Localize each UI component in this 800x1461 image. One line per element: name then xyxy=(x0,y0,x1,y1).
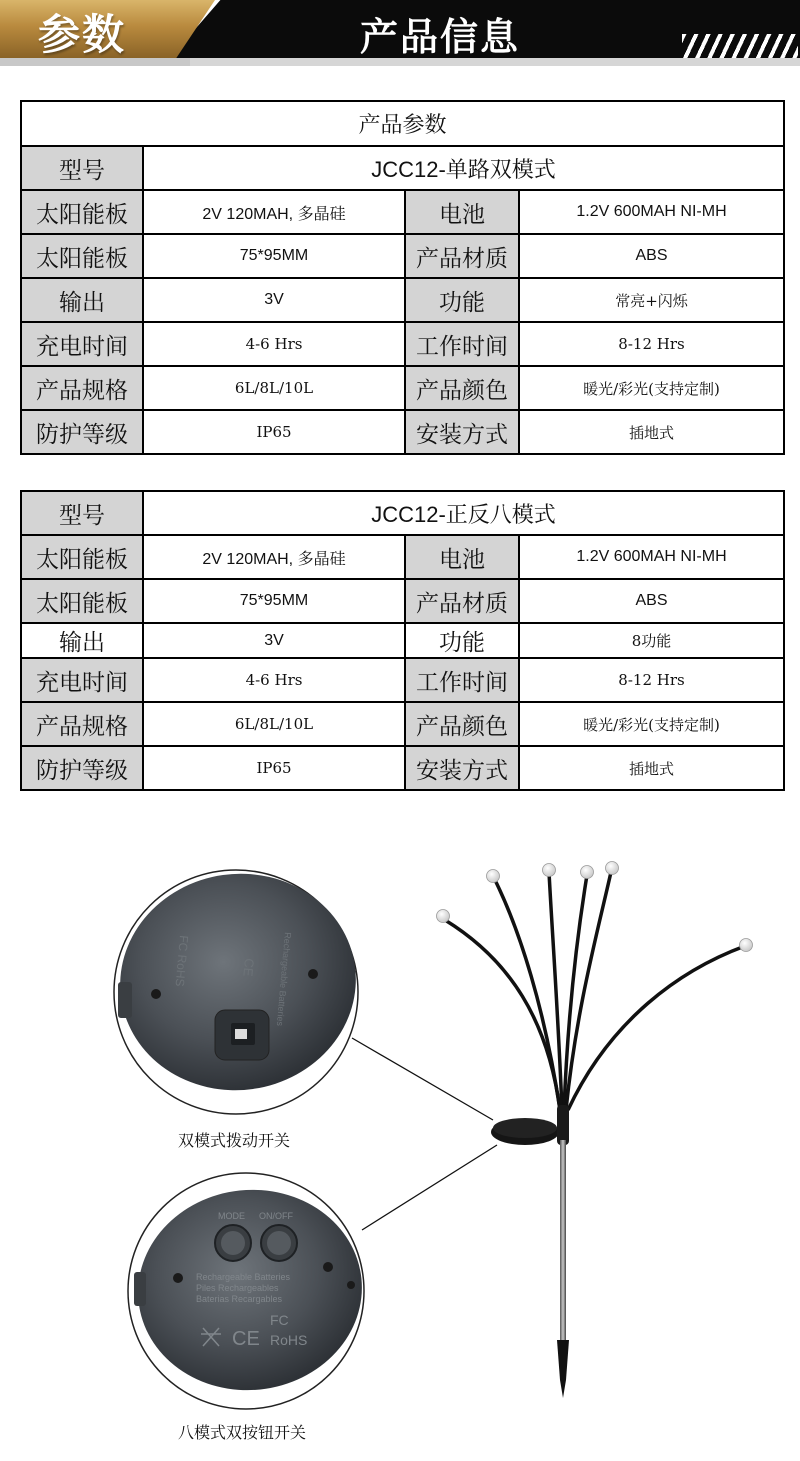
row-label: 电池 xyxy=(405,190,519,234)
product-illustration xyxy=(0,820,800,1457)
table-row xyxy=(21,234,784,278)
row-label: 充电时间 xyxy=(21,658,143,702)
row-label: 产品规格 xyxy=(21,702,143,746)
header-banner xyxy=(0,0,800,66)
row-value: 插地式 xyxy=(519,410,784,454)
header-center-title: 产品信息 xyxy=(359,15,520,59)
row-label: 安装方式 xyxy=(405,746,519,790)
row-value: 8-12 Hrs xyxy=(519,658,784,702)
button-switch-detail xyxy=(128,1173,372,1409)
caption-toggle-switch: 双模式拨动开关 xyxy=(178,1131,291,1150)
model-value: JCC12-单路双模式 xyxy=(143,146,784,190)
table-row xyxy=(21,366,784,410)
row-label: 产品材质 xyxy=(405,234,519,278)
row-label: 工作时间 xyxy=(405,658,519,702)
battery-text-2: Piles Rechargeables xyxy=(196,1283,279,1293)
table-row xyxy=(21,322,784,366)
spec-table-dual-mode xyxy=(20,100,785,455)
svg-text:CE: CE xyxy=(240,957,257,978)
row-label: 太阳能板 xyxy=(21,190,143,234)
table-row xyxy=(21,746,784,790)
row-value: 4-6 Hrs xyxy=(143,658,405,702)
row-label: 功能 xyxy=(405,278,519,322)
svg-text:Rechargeable Batteries: Rechargeable Batteries xyxy=(274,931,293,1027)
onoff-button-label: ON/OFF xyxy=(259,1211,293,1221)
table-row xyxy=(21,579,784,623)
row-value: 75*95MM xyxy=(143,234,405,278)
table-row xyxy=(21,535,784,579)
table-row xyxy=(21,702,784,746)
ce-mark: CE xyxy=(232,1328,260,1350)
row-value: 75*95MM xyxy=(143,579,405,623)
row-value: 6L/8L/10L xyxy=(143,366,405,410)
row-value: 3V xyxy=(143,623,405,658)
table-row xyxy=(21,278,784,322)
row-value: 8-12 Hrs xyxy=(519,322,784,366)
row-label: 防护等级 xyxy=(21,410,143,454)
row-value: 4-6 Hrs xyxy=(143,322,405,366)
row-value: IP65 xyxy=(143,410,405,454)
row-label: 太阳能板 xyxy=(21,579,143,623)
row-label: 太阳能板 xyxy=(21,535,143,579)
row-label: 输出 xyxy=(21,623,143,658)
row-value: 6L/8L/10L xyxy=(143,702,405,746)
row-label: 产品颜色 xyxy=(405,366,519,410)
row-value: ABS xyxy=(519,579,784,623)
row-label: 太阳能板 xyxy=(21,234,143,278)
model-label: 型号 xyxy=(21,146,143,190)
model-value: JCC12-正反八模式 xyxy=(143,491,784,535)
row-label: 安装方式 xyxy=(405,410,519,454)
fc-mark: FC xyxy=(270,1312,289,1328)
row-value: 8功能 xyxy=(519,623,784,658)
model-row xyxy=(21,146,784,190)
row-value: 插地式 xyxy=(519,746,784,790)
toggle-switch-detail xyxy=(106,859,370,1114)
table-title: 产品参数 xyxy=(21,101,784,146)
spec-table-eight-mode xyxy=(20,490,785,791)
row-label: 充电时间 xyxy=(21,322,143,366)
table-row xyxy=(21,623,784,658)
row-value: 暖光/彩光(支持定制) xyxy=(519,702,784,746)
firefly-lamp xyxy=(437,862,753,1399)
model-row xyxy=(21,491,784,535)
battery-text-3: Baterias Recargables xyxy=(196,1294,283,1304)
row-label: 防护等级 xyxy=(21,746,143,790)
table-row xyxy=(21,658,784,702)
mode-button-label: MODE xyxy=(218,1211,245,1221)
product-svg xyxy=(0,820,800,1457)
row-label: 工作时间 xyxy=(405,322,519,366)
row-label: 产品材质 xyxy=(405,579,519,623)
row-value: ABS xyxy=(519,234,784,278)
row-value: 3V xyxy=(143,278,405,322)
header-left-title: 参数 xyxy=(38,10,127,59)
row-value: 1.2V 600MAH NI-MH xyxy=(519,535,784,579)
table-title-row xyxy=(21,101,784,146)
row-label: 电池 xyxy=(405,535,519,579)
connector-line-bottom xyxy=(362,1145,497,1230)
svg-text:FC RoHS: FC RoHS xyxy=(172,934,191,988)
connector-line-top xyxy=(352,1038,493,1120)
table-row xyxy=(21,190,784,234)
row-label: 功能 xyxy=(405,623,519,658)
model-label: 型号 xyxy=(21,491,143,535)
row-value: 2V 120MAH, 多晶硅 xyxy=(143,535,405,579)
caption-button-switch: 八模式双按钮开关 xyxy=(178,1423,307,1442)
row-label: 输出 xyxy=(21,278,143,322)
row-value: IP65 xyxy=(143,746,405,790)
row-value: 常亮+闪烁 xyxy=(519,278,784,322)
row-label: 产品颜色 xyxy=(405,702,519,746)
battery-text-1: Rechargeable Batteries xyxy=(196,1272,291,1282)
row-value: 2V 120MAH, 多晶硅 xyxy=(143,190,405,234)
row-value: 1.2V 600MAH NI-MH xyxy=(519,190,784,234)
header-stripes-decoration xyxy=(682,34,798,58)
rohs-mark: RoHS xyxy=(270,1332,308,1348)
row-label: 产品规格 xyxy=(21,366,143,410)
table-row xyxy=(21,410,784,454)
row-value: 暖光/彩光(支持定制) xyxy=(519,366,784,410)
